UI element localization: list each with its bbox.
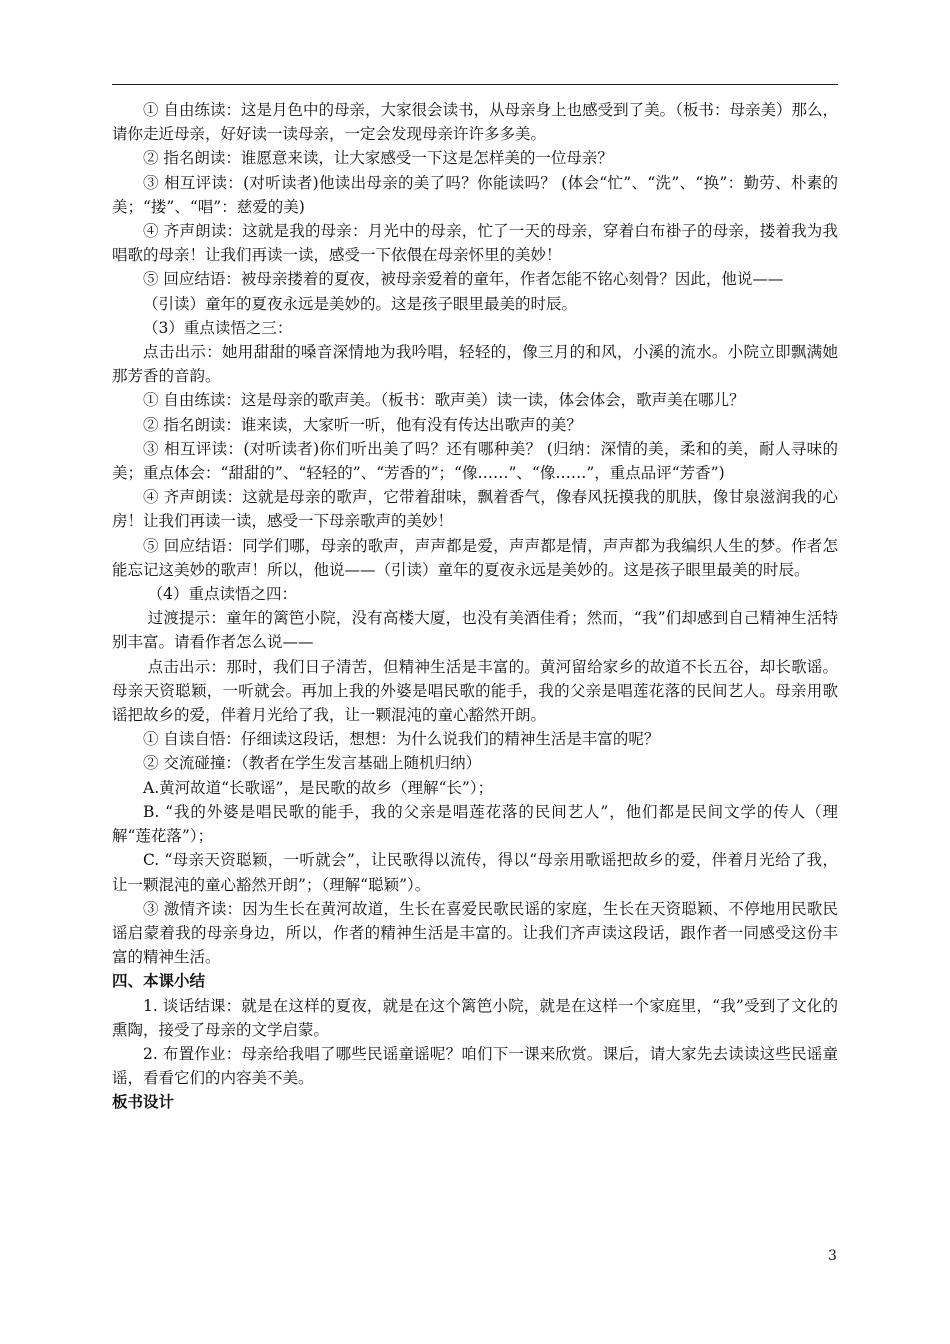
document-body [112,98,838,1115]
paragraph: A.黄河故道“长歌谣”，是民歌的故乡（理解“长”）； [143,778,494,797]
paragraph: 点击出示：她用甜甜的嗓音深情地为我吟唱，轻轻的，像三月的和风，小溪的流水。小院立即飘满她那芳香的音韵。 [112,343,838,386]
paragraph: ① 自由练读：这是月色中的母亲，大家很会读书，从母亲身上也感受到了美。（板书：母亲美）那么，请你走近母亲，好好读一读母亲，一定会发现母亲许许多多美。 [112,101,838,144]
paragraph: 1. 谈话结课：就是在这样的夏夜，就是在这个篱笆小院，就是在这样一个家庭里，“我”受到了文化的熏陶，接受了母亲的文学启蒙。 [112,996,838,1039]
paragraph: ② 指名朗读：谁愿意来读，让大家感受一下这是怎样美的一位母亲？ [143,149,613,168]
paragraph: ③ 相互评读：(对听读者)你们听出美了吗？还有哪种美？ (归纳：深情的美，柔和的美，耐人寻味的美；重点体会：“甜甜的”、“轻轻的”、“芳香的”；“像……”、“像……”，重点品评“芳香”) [112,439,838,483]
paragraph: ① 自读自悟：仔细读这段话，想想：为什么说我们的精神生活是丰富的呢？ [143,730,660,749]
page-number: 3 [828,1248,837,1264]
paragraph: （4）重点读悟之四： [147,585,298,604]
paragraph: ② 指名朗读：谁来读，大家听一听，他有没有传达出歌声的美？ [143,415,582,434]
paragraph: ① 自由练读：这是母亲的歌声美。（板书：歌声美）读一读，体会体会，歌声美在哪儿？ [143,391,745,410]
paragraph: C. “母亲天资聪颖，一听就会”，让民歌得以流传，得以“母亲用歌谣把故乡的爱，伴着月光给了我，让一颗混沌的童心豁然开朗”；（理解“聪颖”）。 [112,851,838,894]
paragraph: （3）重点读悟之三： [143,318,293,337]
header-rule [112,84,838,85]
paragraph: ② 交流碰撞：（教者在学生发言基础上随机归纳） [143,754,482,773]
paragraph: ③ 相互评读：(对听读者)他读出母亲的美了吗？你能读吗？ (体会“忙”、“洗”、“换”：勤劳、朴素的美；“搂”、“唱”：慈爱的美) [112,173,838,216]
section-heading: 板书设计 [112,1093,175,1112]
paragraph: ④ 齐声朗读：这就是我的母亲：月光中的母亲，忙了一天的母亲，穿着白布褂子的母亲，搂着我为我唱歌的母亲！让我们再读一读，感受一下依偎在母亲怀里的美妙！ [112,222,838,265]
paragraph: 点击出示：那时，我们日子清苦，但精神生活是丰富的。黄河留给家乡的故道不长五谷，却长歌谣。母亲天资聪颖，一听就会。再加上我的外婆是唱民歌的能手，我的父亲是唱莲花落的民间艺人。母亲用歌谣把故乡的爱，伴着月光给了我，让一颗混沌的童心豁然开朗。 [112,657,838,725]
paragraph: ③ 激情齐读：因为生长在黄河故道，生长在喜爱民歌民谣的家庭，生长在天资聪颖、不停地用民歌民谣启蒙着我的母亲身边，所以，作者的精神生活是丰富的。让我们齐声读这段话，跟作者一同感受这份丰富的精神生活。 [112,899,838,967]
paragraph: 过渡提示：童年的篱笆小院，没有高楼大厦，也没有美酒佳肴；然而，“我”们却感到自己精神生活特别丰富。请看作者怎么说—— [112,609,838,652]
paragraph: ⑤ 回应结语：同学们哪，母亲的歌声，声声都是爱，声声都是情，声声都为我编织人生的梦。作者怎能忘记这美妙的歌声！所以，他说——（引读）童年的夏夜永远是美妙的。这是孩子眼里最美的时辰。 [112,536,838,579]
paragraph: ⑤ 回应结语：被母亲搂着的夏夜，被母亲爱着的童年，作者怎能不铭心刻骨？因此，他说—— [143,270,784,289]
section-heading: 四、本课小结 [112,972,206,991]
paragraph: B. “我的外婆是唱民歌的能手，我的父亲是唱莲花落的民间艺人”，他们都是民间文学的传人（理解“莲花落”）； [112,802,838,846]
paragraph: （引读）童年的夏夜永远是美妙的。这是孩子眼里最美的时辰。 [143,294,578,313]
paragraph: ④ 齐声朗读：这就是母亲的歌声，它带着甜味，飘着香气，像春风抚摸我的肌肤，像甘泉滋润我的心房！让我们再读一读，感受一下母亲歌声的美妙！ [112,488,838,531]
paragraph: 2. 布置作业：母亲给我唱了哪些民谣童谣呢？咱们下一课来欣赏。课后，请大家先去读读这些民谣童谣，看看它们的内容美不美。 [112,1044,838,1088]
